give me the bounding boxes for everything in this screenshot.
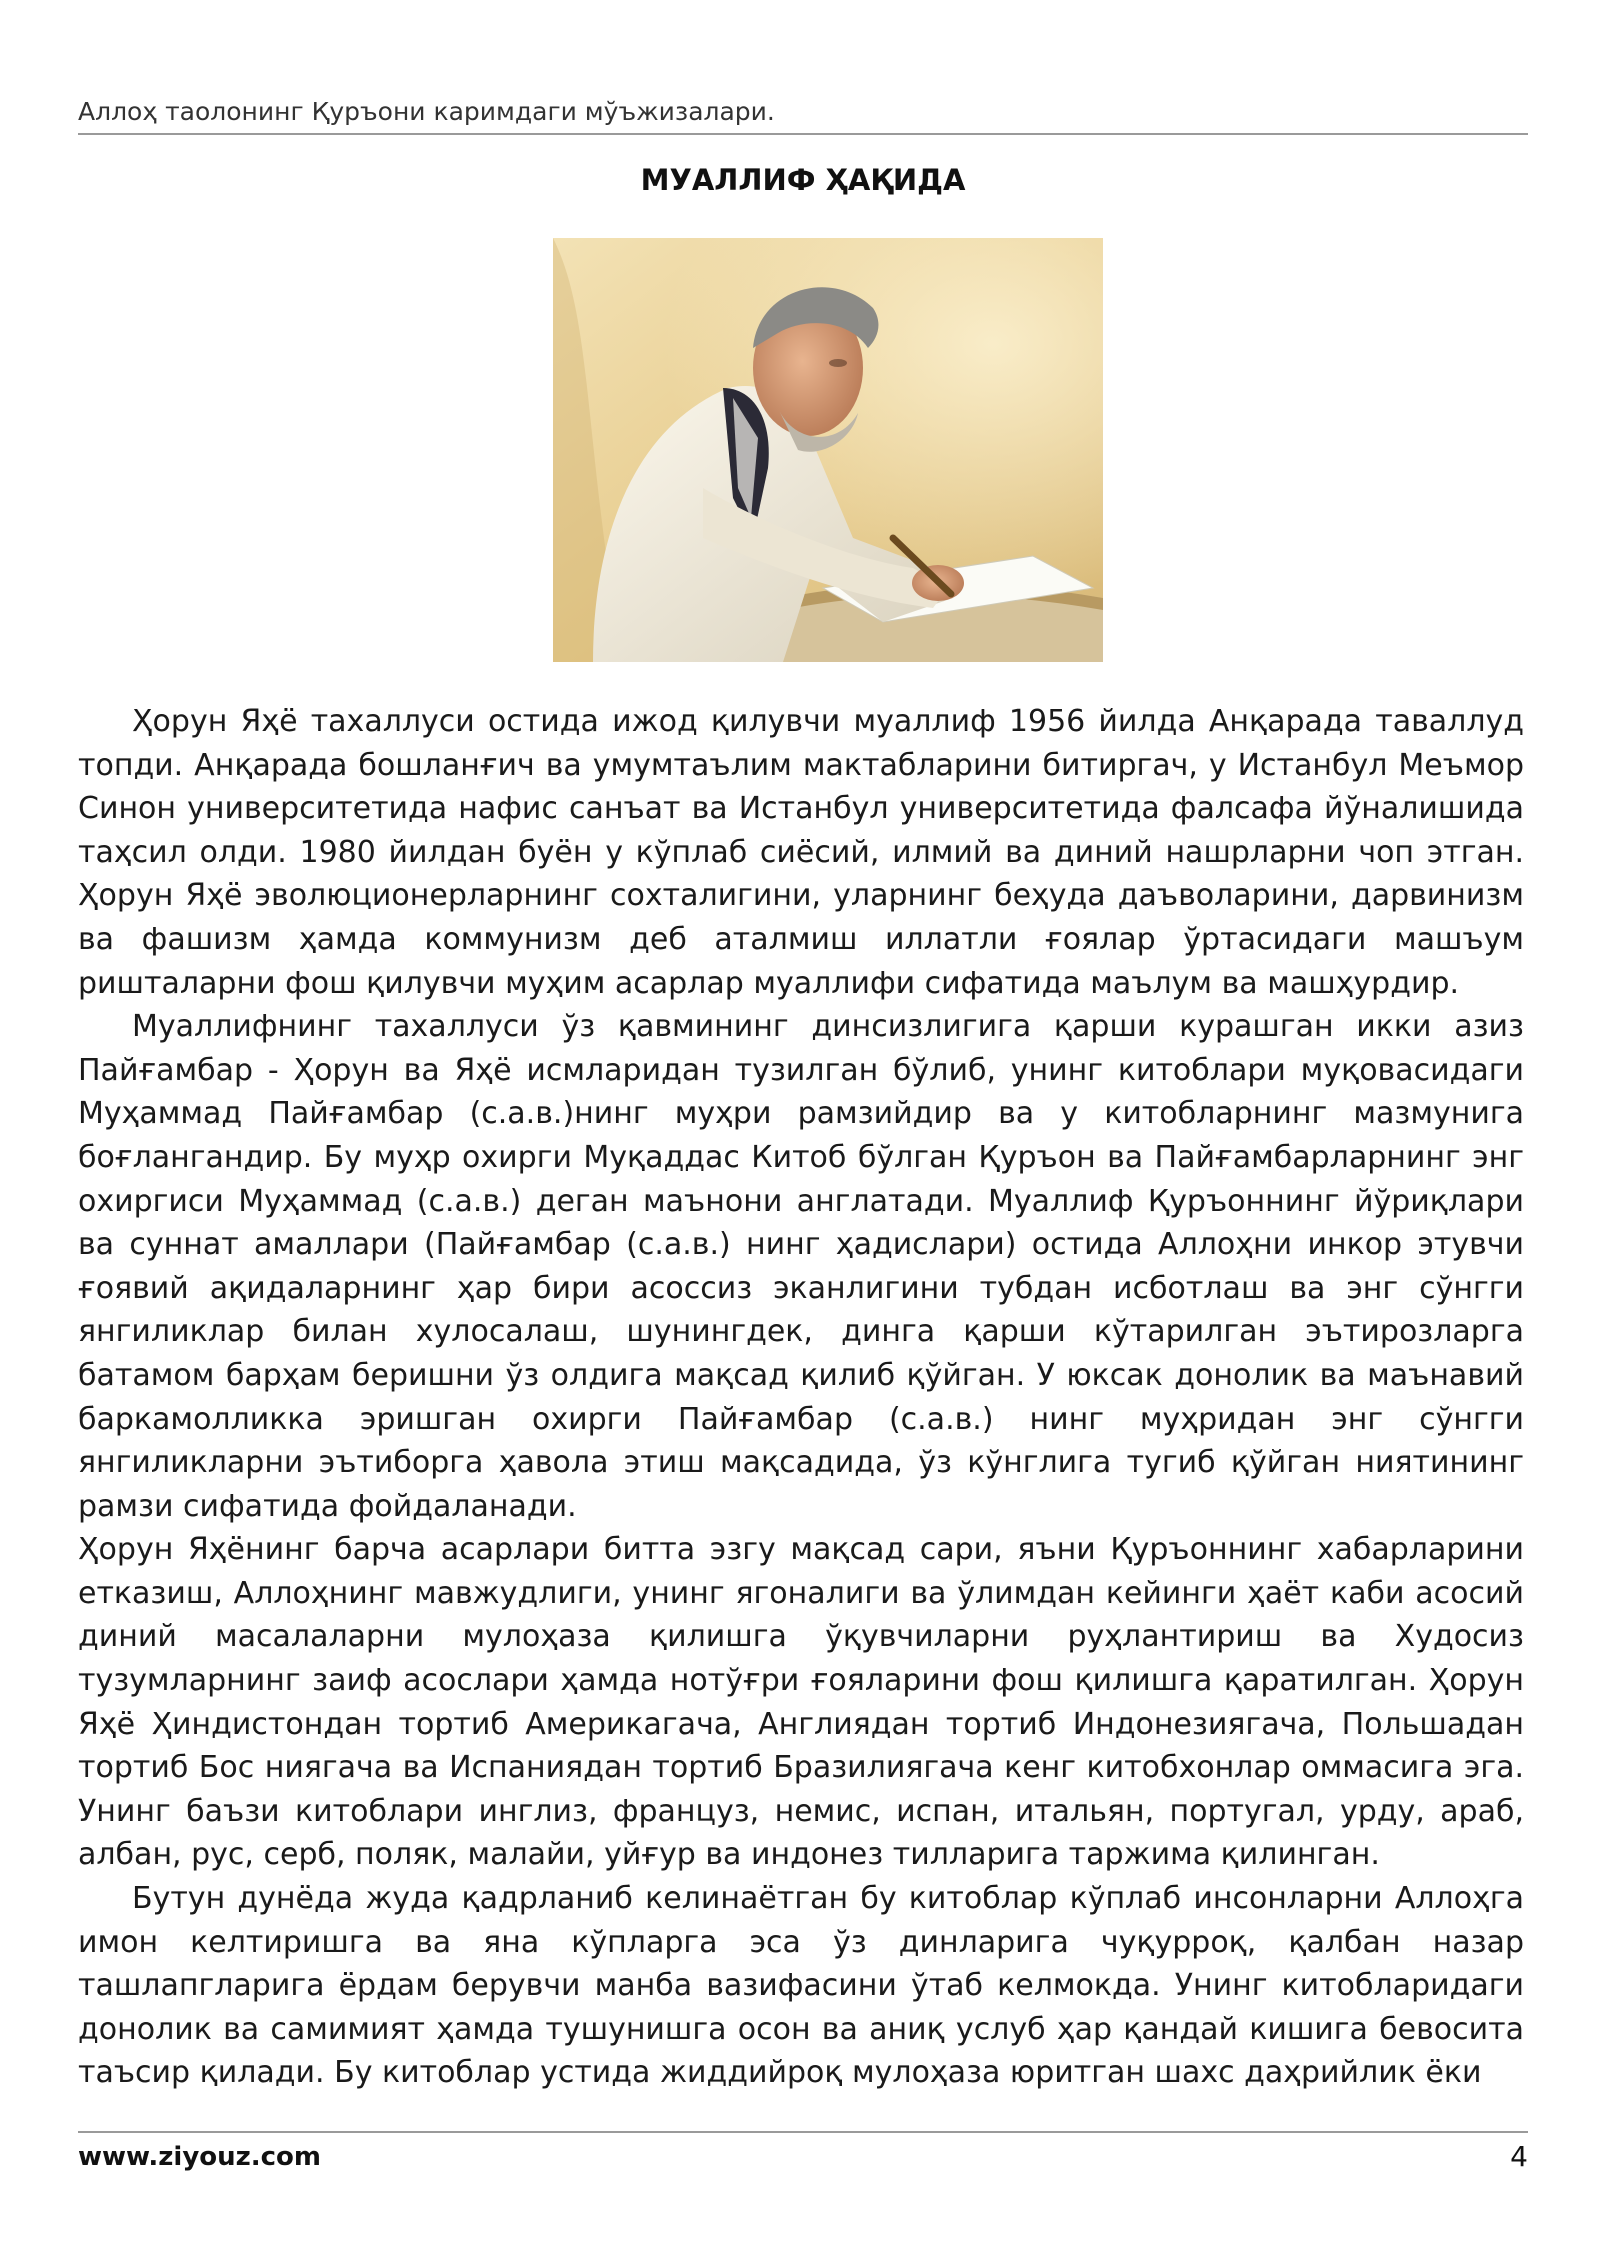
footer-site-link[interactable]: www.ziyouz.com — [78, 2142, 322, 2172]
header-divider — [78, 133, 1528, 135]
page-title: МУАЛЛИФ ҲАҚИДА — [640, 163, 966, 197]
running-header: Аллоҳ таолонинг Қуръони каримдаги мўъжизалари. — [78, 97, 775, 126]
body-text — [78, 700, 1524, 2095]
page-number: 4 — [1510, 2140, 1528, 2173]
paragraph: Муаллифнинг тахаллуси ўз қавмининг динсизлигига қарши курашган икки азиз Пайғамбар - Ҳорун ва Яҳё исмларидан тузилган бўлиб, унинг китоблари муқовасидаги Муҳаммад Пайғамбар (с.а.в.)нинг муҳри рамзийдир ва у китобларнинг мазмунига боғлангандир. Бу муҳр охирги Муқаддас Китоб бўлган Қуръон ва Пайғамбарларнинг энг охиргиси Муҳаммад (с.а.в.) деган маънони англатади. Муаллиф Қуръоннинг йўриқлари ва суннат амаллари (Пайғамбар (с.а.в.) нинг ҳадислари) остида Аллоҳни инкор этувчи ғоявий ақидаларнинг ҳар бири асоссиз эканлигини тубдан исботлаш ва энг сўнгги янгиликлар билан хулосалаш, шунингдек, динга қарши кўтарилган эътирозларга батамом барҳам беришни ўз олдига мақсад қилиб қўйган. У юксак донолик ва маънавий баркамолликка эришган охирги Пайғамбар (с.а.в.) нинг муҳридан энг сўнгги янгиликларни эътиборга ҳавола этиш мақсадида, ўз кўнглига тугиб қўйган ниятининг рамзи сифатида фойдаланади. — [78, 1009, 1524, 1524]
author-photo — [553, 238, 1103, 662]
paragraph: Ҳорун Яҳё тахаллуси остида ижод қилувчи муаллиф 1956 йилда Анқарада таваллуд топди. Анқарада бошланғич ва умумтаълим мактабларини битиргач, у Истанбул Меъмор Синон университетида нафис санъат ва Истанбул университетида фалсафа йўналишида таҳсил олди. 1980 йилдан буён у кўплаб сиёсий, илмий ва диний нашрларни чоп этган. Ҳорун Яҳё эволюционерларнинг сохталигини, уларнинг беҳуда даъволарини, дарвинизм ва фашизм ҳамда коммунизм деб аталмиш иллатли ғоялар ўртасидаги машъум ришталарни фош қилувчи муҳим асарлар муаллифи сифатида маълум ва машҳурдир. — [78, 704, 1524, 1001]
paragraph: Бутун дунёда жуда қадрланиб келинаётган бу китоблар кўплаб инсонларни Аллоҳга имон келтиришга ва яна кўпларга эса ўз динларига чуқурроқ, қалбан назар ташлапгларига ёрдам берувчи манба вазифасини ўтаб келмокда. Унинг китобларидаги донолик ва самимият ҳамда тушунишга осон ва аниқ услуб ҳар қандай кишига бевосита таъсир қилади. Бу китоблар устида жиддийроқ мулоҳаза юритган шахс даҳрийлик ёки — [78, 1881, 1524, 2091]
paragraph: Ҳорун Яҳёнинг барча асарлари битта эзгу мақсад сари, яъни Қуръоннинг хабарларини етказиш, Аллоҳнинг мавжудлиги, унинг ягоналиги ва ўлимдан кейинги ҳаёт каби асосий диний масалаларни мулоҳаза қилишга ўқувчиларни руҳлантириш ва Худосиз тузумларнинг заиф асослари ҳамда нотўғри ғояларини фош қилишга қаратилган. Ҳорун Яҳё Ҳиндистондан тортиб Америкагача, Англиядан тортиб Индонезиягача, Польшадан тортиб Бос ниягача ва Испаниядан тортиб Бразилиягача кенг китобхонлар оммасига эга. Унинг баъзи китоблари инглиз, француз, немис, испан, итальян, португал, урду, араб, албан, рус, серб, поляк, малайи, уйғур ва индонез тилларига таржима қилинган. — [78, 1532, 1524, 1873]
footer-divider — [78, 2131, 1528, 2133]
